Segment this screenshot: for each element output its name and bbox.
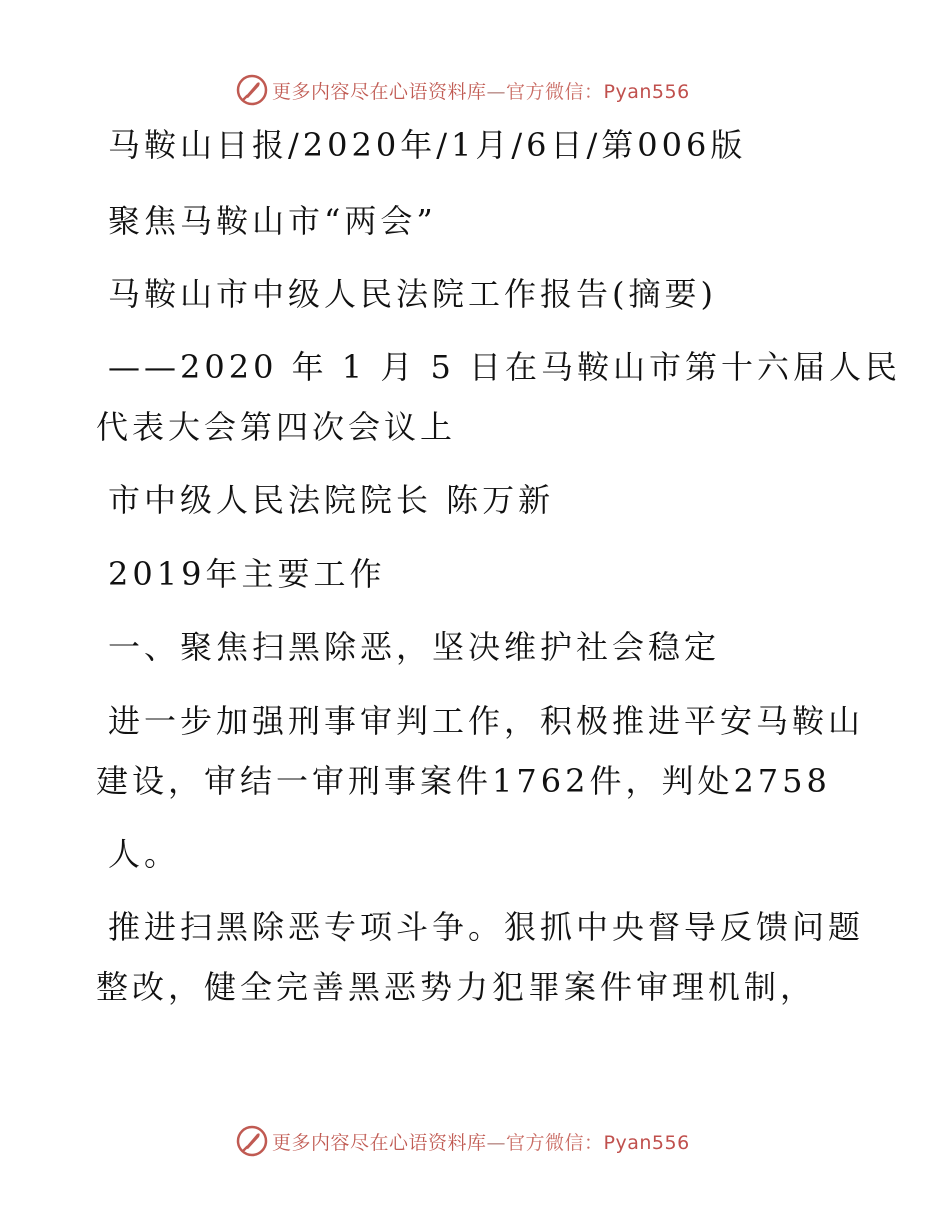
watermark-handle: Pyan556 — [603, 1131, 690, 1154]
feather-pen-logo-icon — [236, 74, 268, 106]
main-work-heading: 2019年主要工作 — [108, 555, 386, 593]
watermark-text — [272, 1128, 690, 1155]
report-title: 马鞍山市中级人民法院工作报告(摘要) — [108, 275, 717, 313]
paragraph-1-line-3: 人。 — [108, 835, 181, 873]
watermark-main-text: 更多内容尽在心语资料库 — [272, 1131, 487, 1154]
paragraph-1-line-2: 建设，审结一审刑事案件1762件，判处2758 — [96, 762, 831, 800]
section-heading: 聚焦马鞍山市“两会” — [108, 202, 437, 240]
report-occasion-line-1: ——2020 年 1 月 5 日在马鞍山市第十六届人民 — [108, 348, 902, 386]
watermark-text — [272, 77, 690, 104]
report-occasion-line-2: 代表大会第四次会议上 — [96, 408, 457, 446]
watermark-main-text: 更多内容尽在心语资料库 — [272, 80, 487, 103]
footer-watermark — [236, 1124, 690, 1158]
section-one-heading: 一、聚焦扫黑除恶，坚决维护社会稳定 — [108, 628, 721, 666]
feather-pen-logo-icon — [236, 1125, 268, 1157]
header-watermark — [236, 73, 690, 107]
watermark-separator: — — [486, 1131, 507, 1154]
watermark-official-label: 官方微信： — [506, 80, 604, 103]
report-author: 市中级人民法院院长 陈万新 — [108, 481, 555, 519]
watermark-separator: — — [486, 80, 507, 103]
paragraph-1-line-1: 进一步加强刑事审判工作，积极推进平安马鞍山 — [108, 702, 865, 740]
watermark-handle: Pyan556 — [603, 80, 690, 103]
newspaper-source-line: 马鞍山日报/2020年/1月/6日/第006版 — [108, 126, 747, 164]
watermark-official-label: 官方微信： — [506, 1131, 604, 1154]
paragraph-2-line-2: 整改，健全完善黑恶势力犯罪案件审理机制， — [96, 968, 817, 1006]
paragraph-2-line-1: 推进扫黑除恶专项斗争。狠抓中央督导反馈问题 — [108, 908, 865, 946]
